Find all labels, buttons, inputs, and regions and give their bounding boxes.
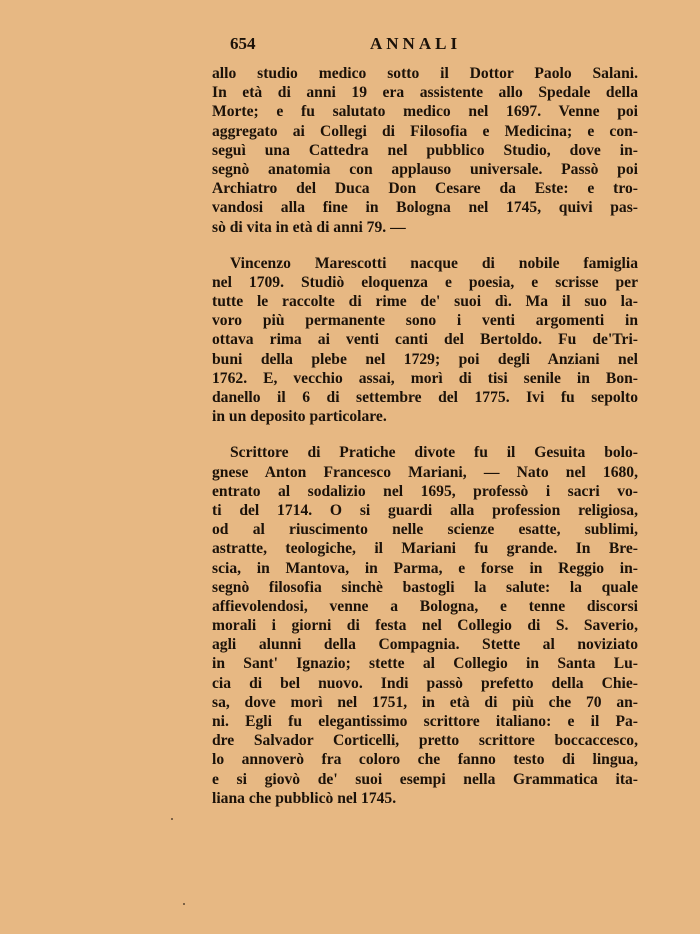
text-line: vandosi alla fine in Bologna nel 1745, quivi pas-	[212, 199, 638, 217]
text-line: Vincenzo Marescotti nacque di nobile famiglia	[230, 254, 638, 272]
text-line: scia, in Mantova, in Parma, e forse in Reggio in-	[212, 559, 638, 577]
text-line: sa, dove morì nel 1751, in età di più che 70 an-	[212, 693, 638, 711]
text-line: allo studio medico sotto il Dottor Paolo Salani.	[212, 65, 638, 82]
text-line: segnò filosofia sinchè bastogli la salute: la quale	[212, 578, 638, 596]
paragraph-mariani	[212, 443, 638, 808]
text-line: entrato al sodalizio nel 1695, professò i sacri vo-	[212, 482, 638, 500]
text-line: lo annoverò fra coloro che fanno testo di lingua,	[212, 751, 638, 769]
text-line: voro più permanente sono i venti argomenti in	[212, 312, 638, 330]
paper-speck	[183, 903, 185, 905]
text-line: in un deposito particolare.	[212, 408, 387, 426]
text-line: ti del 1714. O si guardi alla profession religiosa,	[212, 501, 638, 519]
text-line: In età di anni 19 era assistente allo Spedale della	[212, 84, 638, 102]
text-line: aggregato ai Collegi di Filosofia e Medicina; e con-	[212, 122, 638, 140]
text-line: affievolendosi, venne a Bologna, e tenne discorsi	[212, 597, 638, 615]
paragraph-salani	[212, 64, 638, 237]
text-line: ottava rima ai venti canti del Bertoldo. Fu de'Tri-	[212, 331, 638, 349]
text-line: buni della plebe nel 1729; poi degli Anziani nel	[212, 350, 638, 368]
text-line: e si giovò de' suoi esempi nella Grammatica ita-	[212, 770, 638, 788]
paragraph-marescotti	[212, 254, 638, 427]
body-text	[212, 64, 638, 808]
text-line: dre Salvador Corticelli, pretto scrittore boccaccesco,	[212, 732, 638, 750]
text-line: cia di bel nuovo. Indi passò prefetto della Chie-	[212, 674, 638, 692]
text-line: in Sant' Ignazio; stette al Collegio in Santa Lu-	[212, 655, 638, 673]
text-line: Morte; e fu salutato medico nel 1697. Venne poi	[212, 103, 638, 121]
paper-speck	[171, 818, 173, 820]
text-line: Scrittore di Pratiche divote fu il Gesuita bolo-	[230, 444, 638, 462]
text-line: astratte, teologiche, il Mariani fu grande. In Bre-	[212, 540, 638, 558]
text-line: morali i giorni di festa nel Collegio di S. Saverio,	[212, 617, 638, 635]
text-line: agli alunni della Compagnia. Stette al noviziato	[212, 636, 638, 654]
text-line: nel 1709. Studiò eloquenza e poesia, e scrisse per	[212, 273, 638, 291]
page-number: 654	[230, 34, 256, 53]
text-line: 1762. E, vecchio assai, morì di tisi senile in Bon-	[212, 369, 638, 387]
text-line: segnò anatomia con applauso universale. Passò poi	[212, 160, 638, 178]
running-title: ANNALI	[370, 34, 462, 53]
text-line: Archiatro del Duca Don Cesare da Este: e tro-	[212, 180, 638, 198]
text-line: gnese Anton Francesco Mariani, — Nato nel 1680,	[212, 463, 638, 481]
text-line: ni. Egli fu elegantissimo scrittore italiano: e il Pa-	[212, 713, 638, 730]
running-head	[230, 34, 490, 58]
text-line: danello il 6 di settembre del 1775. Ivi fu sepolto	[212, 389, 638, 406]
text-line: liana che pubblicò nel 1745.	[212, 789, 397, 807]
text-line: seguì una Cattedra nel pubblico Studio, dove in-	[212, 141, 638, 159]
text-line: od al riuscimento nelle scienze esatte, sublimi,	[212, 521, 638, 539]
text-line: sò di vita in età di anni 79. —	[212, 218, 406, 236]
text-line: tutte le raccolte di rime de' suoi dì. Ma il suo la-	[212, 293, 638, 311]
